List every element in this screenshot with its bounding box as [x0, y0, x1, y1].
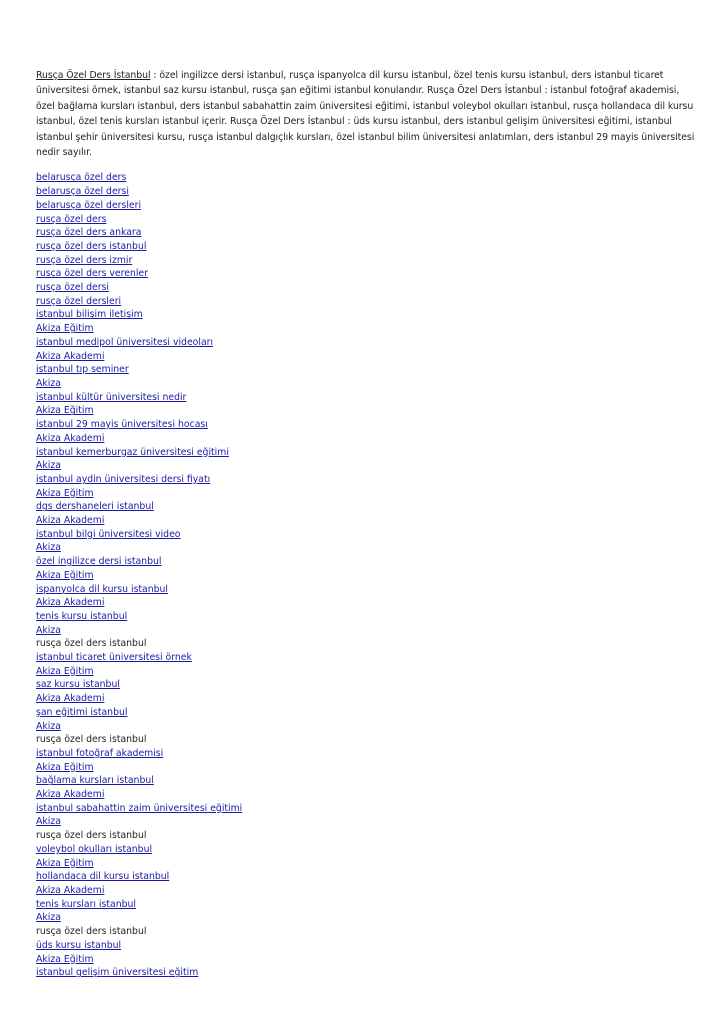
list-item [36, 788, 696, 802]
list-item [36, 761, 696, 775]
list-item-link[interactable]: rusça özel dersi [36, 282, 110, 294]
list-item-link[interactable]: istanbul aydin üniversitesi dersi fiyatı [36, 473, 211, 485]
list-item [36, 610, 696, 624]
list-item-link[interactable]: rusça özel ders istanbul [36, 240, 147, 252]
list-item [36, 555, 696, 569]
list-item-link[interactable]: hollandaca dil kursu istanbul [36, 871, 170, 883]
list-item [36, 624, 696, 638]
list-item-link[interactable]: özel ingilizce dersi istanbul [36, 556, 162, 568]
list-item-link[interactable]: Akiza [36, 542, 61, 554]
list-item [36, 692, 696, 706]
list-item [36, 774, 696, 788]
list-item [36, 898, 696, 912]
list-item [36, 473, 696, 487]
list-item-link[interactable]: voleybol okulları istanbul [36, 843, 153, 855]
list-item [36, 939, 696, 953]
list-item [36, 185, 696, 199]
list-item [36, 432, 696, 446]
list-item-link[interactable]: belarusça özel ders [36, 172, 127, 184]
list-item [36, 377, 696, 391]
list-item-link[interactable]: rusça özel ders verenler [36, 268, 148, 280]
link-list [36, 171, 696, 979]
list-item [36, 583, 696, 597]
list-item [36, 240, 696, 254]
list-item-link[interactable]: Akiza [36, 720, 61, 732]
list-item [36, 171, 696, 185]
list-item [36, 596, 696, 610]
list-item [36, 267, 696, 281]
list-item-link[interactable]: istanbul sabahattin zaim üniversitesi eğitimi [36, 802, 243, 814]
list-item-link[interactable]: rusça özel ders izmir [36, 254, 133, 266]
list-item [36, 720, 696, 734]
list-item-link[interactable]: Akiza Eğitim [36, 953, 94, 965]
list-item-link[interactable]: Akiza [36, 624, 61, 636]
list-item [36, 843, 696, 857]
list-item [36, 459, 696, 473]
list-item-link[interactable]: Akiza Akademi [36, 885, 105, 896]
list-item-link[interactable]: istanbul fotoğraf akademisi [36, 747, 164, 759]
list-item-link[interactable]: istanbul tıp seminer [36, 364, 129, 376]
list-item [36, 281, 696, 295]
list-item [36, 884, 696, 898]
list-item [36, 706, 696, 720]
list-item [36, 829, 696, 843]
list-item [36, 665, 696, 679]
list-item [36, 678, 696, 692]
list-item-link[interactable]: istanbul bilişim iletişim [36, 309, 143, 321]
list-item-link[interactable]: üds kursu istanbul [36, 939, 122, 951]
list-item [36, 637, 696, 651]
list-item-link[interactable]: istanbul 29 mayis üniversitesi hocası [36, 419, 208, 431]
list-item-link[interactable]: Akiza [36, 460, 61, 472]
list-item-link[interactable]: istanbul ticaret üniversitesi örnek [36, 652, 192, 664]
list-item [36, 500, 696, 514]
list-item-link[interactable]: Akiza Eğitim [36, 857, 94, 869]
list-item [36, 733, 696, 747]
list-item-link[interactable]: Akiza Eğitim [36, 665, 94, 677]
list-item [36, 911, 696, 925]
list-item-link[interactable]: Akiza Eğitim [36, 761, 94, 773]
list-item [36, 514, 696, 528]
list-item-link[interactable]: istanbul bilgi üniversitesi video [36, 528, 181, 540]
list-item [36, 528, 696, 542]
list-item [36, 541, 696, 555]
list-item-link[interactable]: Akiza Akademi [36, 515, 105, 527]
list-item-link[interactable]: Akiza Akademi [36, 432, 105, 444]
list-item-link[interactable]: Akiza Akademi [36, 597, 105, 609]
list-item [36, 857, 696, 871]
list-item-link[interactable]: belarusça özel dersleri [36, 199, 142, 211]
list-item-link[interactable]: Akiza [36, 816, 61, 828]
list-item [36, 199, 696, 213]
list-item-link[interactable]: bağlama kursları istanbul [36, 775, 154, 787]
list-item [36, 213, 696, 227]
list-item [36, 569, 696, 583]
list-item-link[interactable]: ispanyolca dil kursu istanbul [36, 583, 169, 595]
list-item-link[interactable]: şan eğitimi istanbul [36, 706, 128, 718]
list-item [36, 953, 696, 967]
list-item [36, 308, 696, 322]
list-item [36, 418, 696, 432]
list-item [36, 966, 696, 980]
list-item-link[interactable]: tenis kursları istanbul [36, 898, 136, 910]
intro-paragraph [36, 68, 696, 160]
list-item [36, 363, 696, 377]
list-item [36, 870, 696, 884]
list-item-text: rusça özel ders istanbul [36, 926, 147, 938]
list-item [36, 322, 696, 336]
list-item [36, 446, 696, 460]
list-item [36, 815, 696, 829]
list-item-link[interactable]: rusça özel ders [36, 213, 107, 225]
list-item [36, 391, 696, 405]
list-item-link[interactable]: rusça özel ders ankara [36, 227, 142, 239]
list-item-link[interactable]: Akiza Akademi [36, 789, 105, 801]
list-item-text: rusça özel ders istanbul [36, 734, 147, 746]
list-item-link[interactable]: istanbul gelişim üniversitesi eğitim [36, 967, 199, 979]
list-item-link[interactable]: saz kursu istanbul [36, 679, 120, 691]
list-item-link[interactable]: Akiza Akademi [36, 693, 105, 705]
list-item-link[interactable]: Akiza [36, 377, 61, 389]
list-item-link[interactable]: Akiza Eğitim [36, 405, 94, 417]
list-item-link[interactable]: Akiza [36, 912, 61, 924]
intro-title-link[interactable]: Rusça Özel Ders İstanbul [36, 70, 151, 81]
list-item [36, 651, 696, 665]
list-item-text: rusça özel ders istanbul [36, 830, 147, 842]
list-item-link[interactable]: rusça özel dersleri [36, 295, 122, 307]
list-item-link[interactable]: istanbul medipol üniversitesi videoları [36, 336, 214, 348]
list-item [36, 350, 696, 364]
list-item [36, 295, 696, 309]
list-item-link[interactable]: belarusça özel dersi [36, 186, 129, 198]
list-item-link[interactable]: istanbul kültür üniversitesi nedir [36, 391, 187, 403]
list-item [36, 487, 696, 501]
list-item-link[interactable]: tenis kursu istanbul [36, 610, 128, 622]
list-item-link[interactable]: Akiza Eğitim [36, 323, 94, 335]
list-item-link[interactable]: Akiza Akademi [36, 350, 105, 362]
list-item-text: rusça özel ders istanbul [36, 638, 147, 650]
list-item [36, 925, 696, 939]
list-item [36, 404, 696, 418]
list-item [36, 226, 696, 240]
list-item [36, 254, 696, 268]
list-item [36, 336, 696, 350]
list-item-link[interactable]: Akiza Eğitim [36, 487, 94, 499]
list-item-link[interactable]: Akiza Eğitim [36, 569, 94, 581]
list-item [36, 747, 696, 761]
list-item-link[interactable]: dgs dershaneleri istanbul [36, 501, 154, 513]
list-item [36, 802, 696, 816]
list-item-link[interactable]: istanbul kemerburgaz üniversitesi eğitimi [36, 446, 229, 458]
intro-text: : özel ingilizce dersi istanbul, rusça ispanyolca dil kursu istanbul, özel tenis kursu istanbul, ders istanbul ticaret üniversitesi örnek, istanbul saz kursu istanbul, rusça şan eğitimi istanbul konulandır. Rusça Özel Ders İstanbul : istanbul fotoğraf akademisi, özel bağlama kursları istanbul, ders istanbul sabahattin zaim üniversitesi eğitimi, istanbul voleybol okulları istanbul, rusça hollandaca dil kursu istanbul, özel tenis kursları istanbul içerir. Rusça Özel Ders İstanbul : üds kursu istanbul, ders istanbul gelişim üniversitesi eğitimi, istanbul istanbul şehir üniversitesi kursu, rusça istanbul dalgıçlık kursları, özel istanbul bilim üniversitesi anlatımları, ders istanbul 29 mayis üniversitesi nedir sayılır. [36, 70, 695, 159]
page-content [36, 68, 696, 980]
